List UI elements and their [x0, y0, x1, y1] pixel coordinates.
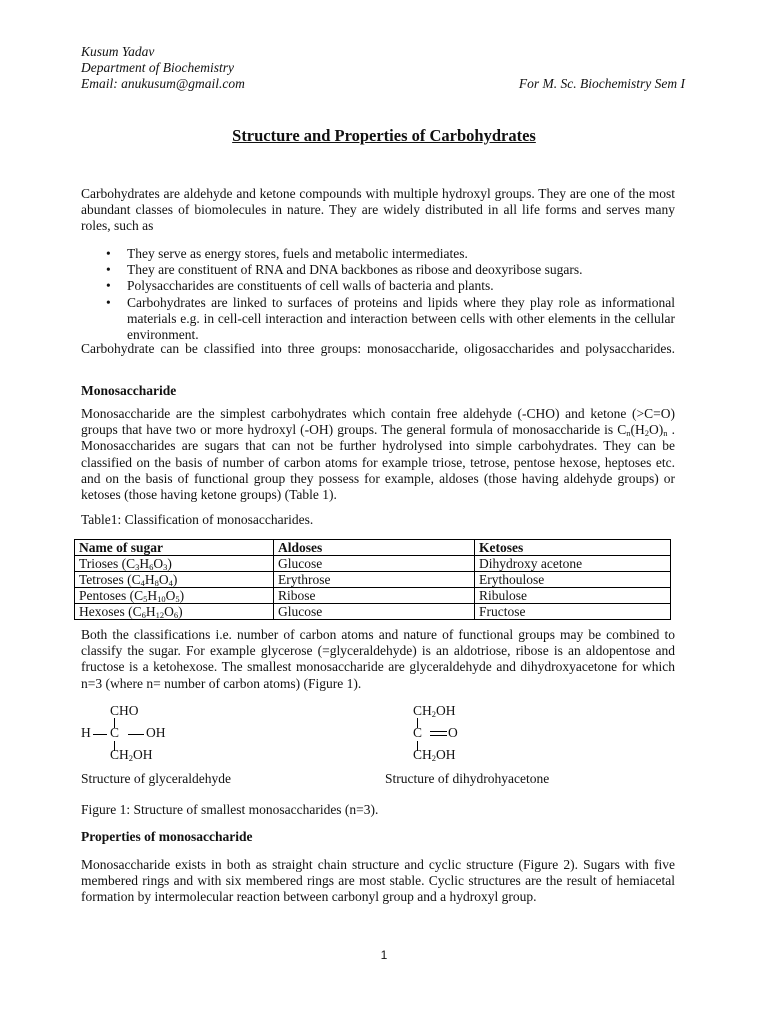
- classification-combined-paragraph: Both the classifications i.e. number of carbon atoms and nature of functional groups may be combined to classify the sugar. For example glycerose (=glyceraldehyde) is an aldotriose, ribose is an aldopentose and fructose is a ketohexose. The smallest monosaccharide are glyceraldehyde and dihydroxyacetone for which n=3 (where n= number of carbon atoms) (Figure 1).: [81, 627, 675, 691]
- column-header: Ketoses: [475, 540, 671, 556]
- page-title: Structure and Properties of Carbohydrates: [232, 126, 536, 145]
- properties-heading: Properties of monosaccharide: [81, 829, 253, 844]
- dihydroxyacetone-ch2oh-top: $CH_2OH$: [413, 703, 456, 719]
- list-item: • They are constituent of RNA and DNA backbones as ribose and deoxyribose sugars.: [106, 262, 583, 278]
- glyceraldehyde-cho: CHO: [110, 703, 139, 718]
- dihydroxyacetone-ch2oh-bottom: $CH_2OH$: [413, 747, 456, 763]
- dihydroxyacetone-c: C: [413, 725, 423, 740]
- list-item: • They serve as energy stores, fuels and metabolic intermediates.: [106, 246, 468, 261]
- classification-table: [74, 539, 671, 620]
- sugar-name: Pentoses $(C_5H_{10}O_5)$: [75, 588, 274, 604]
- author-name: Kusum Yadav: [81, 44, 155, 59]
- bond-line: [128, 734, 144, 735]
- dihydroxyacetone-o: O: [448, 725, 458, 740]
- table-row: [75, 572, 671, 588]
- ketose-cell: Ribulose: [475, 588, 671, 604]
- column-header: Aldoses: [274, 540, 475, 556]
- table-row: [75, 604, 671, 620]
- figure-caption: Figure 1: Structure of smallest monosaccharides (n=3).: [81, 802, 379, 817]
- properties-paragraph: Monosaccharide exists in both as straight chain structure and cyclic structure (Figure 2). Sugars with five membered rings and with six membered rings are most stable. Cyclic structures are the result of hemiacetal formation by intermolecular reaction between carbonyl group and a hydroxyl group.: [81, 857, 675, 905]
- dihydroxyacetone-caption: Structure of dihydrohyacetone: [385, 771, 550, 786]
- glyceraldehyde-ch2oh: $CH_2OH$: [110, 747, 153, 763]
- table-header-row: [75, 540, 671, 556]
- classification-paragraph: Carbohydrate can be classified into three groups: monosaccharide, oligosaccharides and polysaccharides.: [81, 341, 675, 356]
- ketose-cell: Dihydroxy acetone: [475, 556, 671, 572]
- column-header: Name of sugar: [75, 540, 274, 556]
- sugar-name: Trioses $(C_3H_6O_3)$: [75, 556, 274, 572]
- aldose-cell: Glucose: [274, 556, 475, 572]
- glyceraldehyde-oh: OH: [146, 725, 166, 740]
- glyceraldehyde-caption: Structure of glyceraldehyde: [81, 771, 231, 786]
- double-bond-line: [430, 735, 447, 736]
- table-caption: Table1: Classification of monosaccharides.: [81, 512, 314, 527]
- bond-line: [93, 734, 107, 735]
- aldose-cell: Erythrose: [274, 572, 475, 588]
- intro-paragraph: Carbohydrates are aldehyde and ketone compounds with multiple hydroxyl groups. They are one of the most abundant classes of biomolecules in nature. They are widely distributed in all life forms and serves many roles, such as: [81, 186, 675, 234]
- glyceraldehyde-h: H: [81, 725, 91, 740]
- glyceraldehyde-c: C: [110, 725, 120, 740]
- sugar-name: Hexoses $(C_6H_{12}O_6)$: [75, 604, 274, 620]
- ketose-cell: Fructose: [475, 604, 671, 620]
- table-row: [75, 556, 671, 572]
- monosaccharide-heading: Monosaccharide: [81, 383, 177, 398]
- monosaccharide-paragraph: Monosaccharide are the simplest carbohydrates which contain free aldehyde (-CHO) and ketone (>C=O) groups that have two or more hydroxyl (-OH) groups. The general formula of monosaccharide is $C_n(H_2O)_n$ . Monosaccharides are sugars that can not be further hydrolysed into simple carbohydrates. They can be classified on the basis of number of carbon atoms for example triose, tetrose, pentose hexose, heptoses etc. and on the basis of functional group they possess for example, aldoses (those having aldehyde groups) or ketoses (those having ketone groups) (Table 1).: [81, 406, 676, 503]
- list-item: • Carbohydrates are linked to surfaces of proteins and lipids where they play role as informational materials e.g. in cell-cell interaction and interaction between cells with other elements in the cellular environment.: [106, 294, 675, 343]
- ketose-cell: Erythoulose: [475, 572, 671, 588]
- roles-list: [81, 246, 675, 343]
- table-row: [75, 588, 671, 604]
- department: Department of Biochemistry: [81, 60, 234, 75]
- aldose-cell: Glucose: [274, 604, 475, 620]
- page-number: 1: [380, 948, 388, 962]
- double-bond-line: [430, 731, 447, 732]
- aldose-cell: Ribose: [274, 588, 475, 604]
- list-item: • Polysaccharides are constituents of cell walls of bacteria and plants.: [106, 278, 494, 294]
- email: Email: anukusum@gmail.com: [81, 76, 245, 91]
- sugar-name: Tetroses $(C_4H_8O_4)$: [75, 572, 274, 588]
- course-label: For M. Sc. Biochemistry Sem I: [518, 76, 685, 91]
